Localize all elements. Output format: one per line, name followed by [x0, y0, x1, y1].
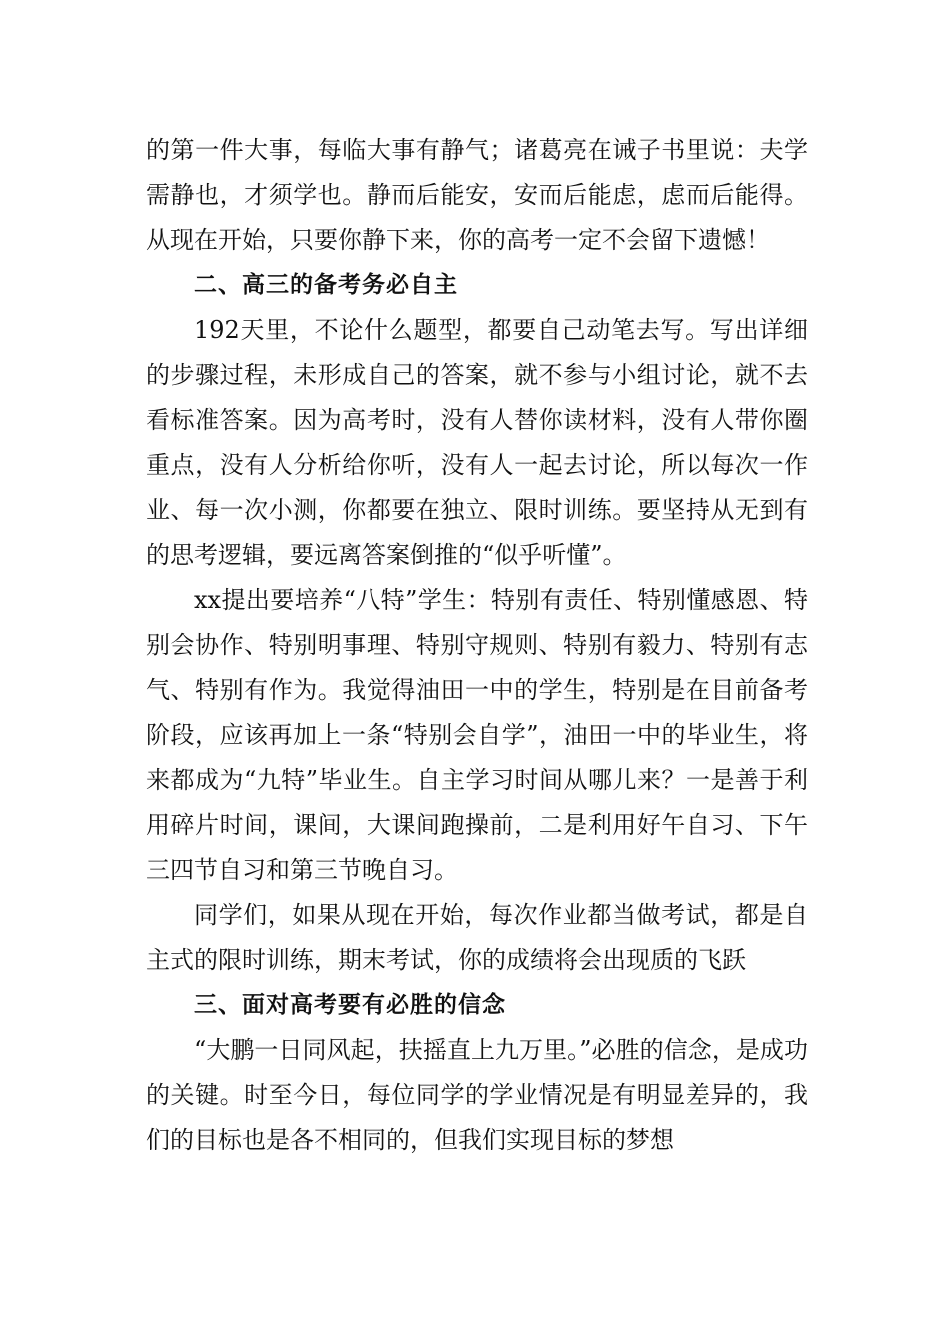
section-heading-2: 二、高三的备考务必自主: [194, 272, 458, 298]
document-body: [146, 128, 808, 1163]
paragraph-continuation: 的第一件大事，每临大事有静气；诸葛亮在诫子书里说：夫学需静也，才须学也。静而后能安，安而后能虑，虑而后能得。从现在开始，只要你静下来，你的高考一定不会留下遗憾！: [146, 136, 808, 254]
paragraph-independent-practice: 192天里，不论什么题型，都要自己动笔去写。写出详细的步骤过程，未形成自己的答案，就不参与小组讨论，就不去看标准答案。因为高考时，没有人替你读材料，没有人带你圈重点，没有人分析给你听，没有人一起去讨论，所以每次一作业、每一次小测，你都要在独立、限时训练。要坚持从无到有的思考逻辑，要远离答案倒推的“似乎听懂”。: [146, 316, 808, 569]
paragraph-winning-belief: “大鹏一日同风起，扶摇直上九万里。”必胜的信念，是成功的关键。时至今日，每位同学的学业情况是有明显差异的，我们的目标也是各不相同的，但我们实现目标的梦想: [146, 1036, 808, 1154]
section-heading-3: 三、面对高考要有必胜的信念: [194, 992, 506, 1018]
paragraph-exam-leap: 同学们，如果从现在开始，每次作业都当做考试，都是自主式的限时训练，期末考试，你的成绩将会出现质的飞跃: [146, 901, 808, 974]
paragraph-eight-traits: xx提出要培养“八特”学生：特别有责任、特别懂感恩、特别会协作、特别明事理、特别守规则、特别有毅力、特别有志气、特别有作为。我觉得油田一中的学生，特别是在目前备考阶段，应该再加上一条“特别会自学”，油田一中的毕业生，将来都成为“九特”毕业生。自主学习时间从哪儿来？一是善于利用碎片时间，课间，大课间跑操前，二是利用好午自习、下午三四节自习和第三节晚自习。: [146, 586, 808, 884]
